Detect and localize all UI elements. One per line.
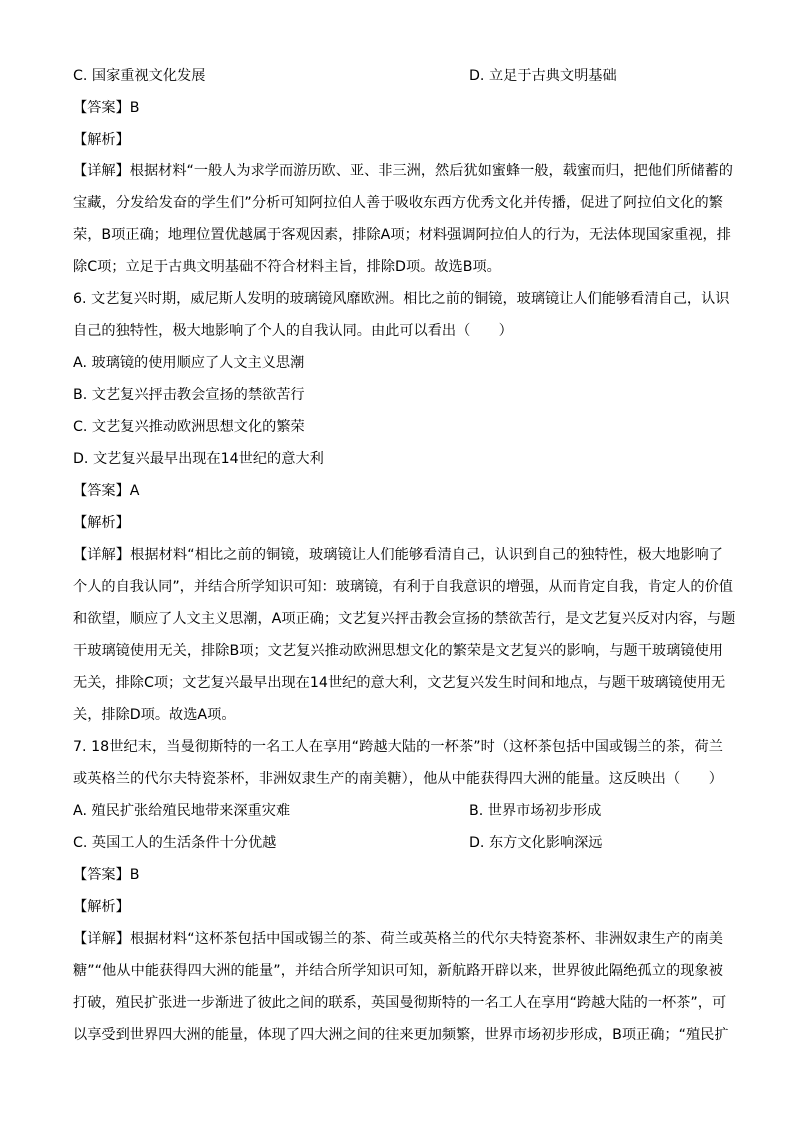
answer-line: 【答案】A <box>73 483 140 499</box>
option-row <box>73 833 723 853</box>
answer-line: 【答案】B <box>73 100 140 116</box>
explanation-line: 和欲望，顺应了人文主义思潮，A项正确；文艺复兴抨击教会宣扬的禁欲苦行，是文艺复兴反对内容，与题 <box>73 611 736 627</box>
explanation-line: 【详解】根据材料“相比之前的铜镜，玻璃镜让人们能够看清自己，认识到自己的独特性，极大地影响了 <box>73 547 723 563</box>
explanation-line: 关，排除D项。故选A项。 <box>73 707 236 723</box>
explanation-line: 除C项；立足于古典文明基础不符合材料主旨，排除D项。故选B项。 <box>73 259 501 275</box>
option-a: A. 玻璃镜的使用顺应了人文主义思潮 <box>73 355 305 371</box>
question-stem: 或英格兰的代尔夫特瓷茶杯，非洲奴隶生产的南美糖），他从中能获得四大洲的能量。这反映出（ ） <box>73 771 723 787</box>
option-a: A. 殖民扩张给殖民地带来深重灾难 <box>73 803 291 819</box>
explanation-line: 打破，殖民扩张进一步渐进了彼此之间的联系，英国曼彻斯特的一名工人在享用“跨越大陆的一杯茶”，可 <box>73 995 727 1011</box>
explanation-line: 糖”“他从中能获得四大洲的能量”，并结合所学知识可知，新航路开辟以来，世界彼此隔绝孤立的现象被 <box>73 963 723 979</box>
explanation-line: 【详解】根据材料“这杯茶包括中国或锡兰的茶、荷兰或英格兰的代尔夫特瓷茶杯、非洲奴隶生产的南美 <box>73 931 723 947</box>
option-b: B. 世界市场初步形成 <box>469 803 602 819</box>
explanation-line: 荣，B项正确；地理位置优越属于客观因素，排除A项；材料强调阿拉伯人的行为，无法体现国家重视，排 <box>73 227 731 243</box>
analysis-heading: 【解析】 <box>73 515 130 531</box>
option-d: D. 文艺复兴最早出现在14世纪的意大利 <box>73 451 324 467</box>
option-b: B. 文艺复兴抨击教会宣扬的禁欲苦行 <box>73 387 305 403</box>
option-row <box>73 66 723 86</box>
explanation-line: 宝藏，分发给发奋的学生们”分析可知阿拉伯人善于吸收东西方优秀文化并传播，促进了阿拉伯文化的繁 <box>73 195 723 211</box>
explanation-line: 以享受到世界四大洲的能量，体现了四大洲之间的往来更加频繁，世界市场初步形成，B项正确；“殖民扩 <box>73 1027 729 1043</box>
question-stem: 自己的独特性，极大地影响了个人的自我认同。由此可以看出（ ） <box>73 323 513 339</box>
option-c: C. 英国工人的生活条件十分优越 <box>73 835 277 851</box>
explanation-line: 个人的自我认同”，并结合所学知识可知：玻璃镜，有利于自我意识的增强，从而肯定自我，肯定人的价值 <box>73 579 733 595</box>
option-row <box>73 801 723 821</box>
explanation-line: 无关，排除C项；文艺复兴最早出现在14世纪的意大利，文艺复兴发生时间和地点，与题干玻璃镜使用无 <box>73 675 726 691</box>
option-d: D. 立足于古典文明基础 <box>469 68 617 84</box>
option-d: D. 东方文化影响深远 <box>469 835 603 851</box>
question-stem: 7. 18世纪末，当曼彻斯特的一名工人在享用“跨越大陆的一杯茶”时（这杯茶包括中国或锡兰的茶，荷兰 <box>73 739 723 755</box>
question-stem: 6. 文艺复兴时期，威尼斯人发明的玻璃镜风靡欧洲。相比之前的铜镜，玻璃镜让人们能够看清自己，认识 <box>73 291 730 307</box>
explanation-line: 干玻璃镜使用无关，排除B项；文艺复兴推动欧洲思想文化的繁荣是文艺复兴的影响，与题干玻璃镜使用 <box>73 643 723 659</box>
answer-line: 【答案】B <box>73 867 140 883</box>
analysis-heading: 【解析】 <box>73 132 130 148</box>
option-c: C. 文艺复兴推动欧洲思想文化的繁荣 <box>73 419 305 435</box>
analysis-heading: 【解析】 <box>73 899 130 915</box>
option-c: C. 国家重视文化发展 <box>73 68 206 84</box>
explanation-line: 【详解】根据材料“一般人为求学而游历欧、亚、非三洲，然后犹如蜜蜂一般，载蜜而归，把他们所储蓄的 <box>73 163 733 179</box>
